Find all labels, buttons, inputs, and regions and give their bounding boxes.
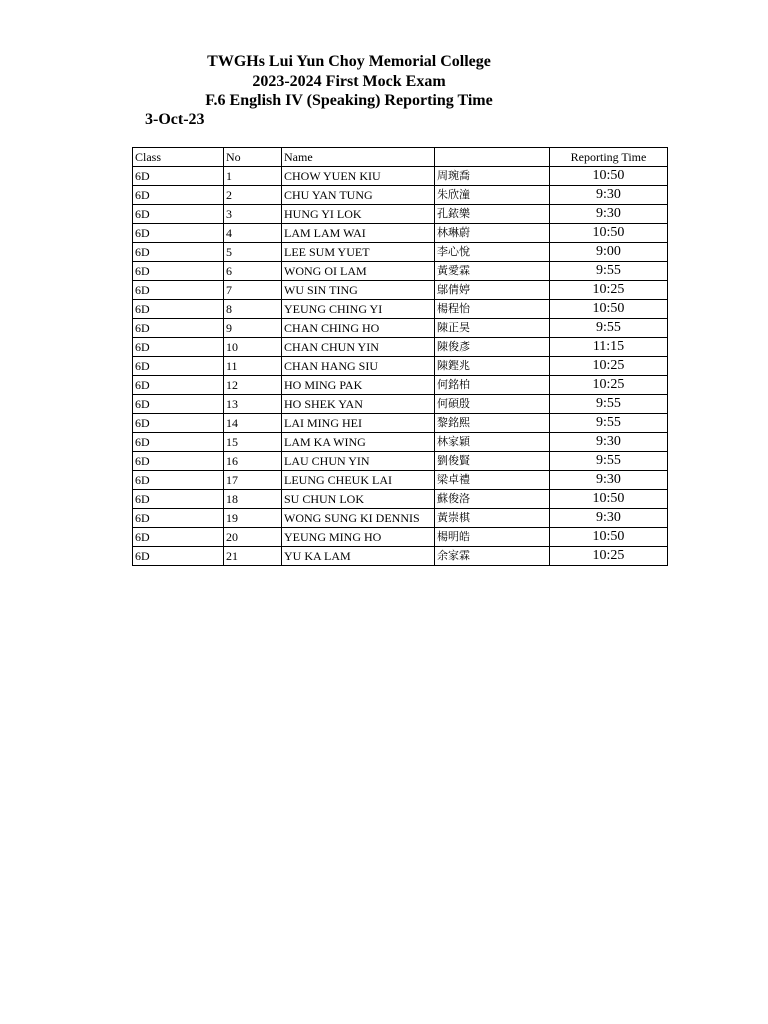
table-row — [133, 281, 668, 300]
cell-name: YEUNG MING HO — [282, 528, 435, 547]
column-header-class: Class — [133, 148, 224, 167]
table-row — [133, 395, 668, 414]
table-row — [133, 547, 668, 566]
cell-class: 6D — [133, 186, 224, 205]
cell-name: LEE SUM YUET — [282, 243, 435, 262]
cell-no: 14 — [224, 414, 282, 433]
cell-chinese-name: 楊明皓 — [435, 528, 550, 547]
cell-class: 6D — [133, 395, 224, 414]
cell-no: 11 — [224, 357, 282, 376]
cell-chinese-name: 黎銘熙 — [435, 414, 550, 433]
cell-reporting-time: 9:55 — [550, 452, 668, 471]
cell-chinese-name: 劉俊賢 — [435, 452, 550, 471]
cell-no: 5 — [224, 243, 282, 262]
cell-reporting-time: 9:55 — [550, 395, 668, 414]
cell-class: 6D — [133, 471, 224, 490]
cell-class: 6D — [133, 281, 224, 300]
cell-no: 15 — [224, 433, 282, 452]
cell-reporting-time: 11:15 — [550, 338, 668, 357]
cell-name: HO SHEK YAN — [282, 395, 435, 414]
cell-no: 2 — [224, 186, 282, 205]
cell-no: 13 — [224, 395, 282, 414]
cell-reporting-time: 10:50 — [550, 490, 668, 509]
cell-no: 10 — [224, 338, 282, 357]
table-row — [133, 319, 668, 338]
cell-class: 6D — [133, 452, 224, 471]
column-header-no: No — [224, 148, 282, 167]
table-row — [133, 300, 668, 319]
cell-name: WU SIN TING — [282, 281, 435, 300]
cell-no: 18 — [224, 490, 282, 509]
school-name: TWGHs Lui Yun Choy Memorial College — [207, 53, 491, 70]
exam-date: 3-Oct-23 — [145, 111, 205, 128]
cell-no: 3 — [224, 205, 282, 224]
table-row — [133, 376, 668, 395]
cell-reporting-time: 9:55 — [550, 319, 668, 338]
cell-reporting-time: 9:30 — [550, 433, 668, 452]
cell-name: CHU YAN TUNG — [282, 186, 435, 205]
cell-no: 21 — [224, 547, 282, 566]
cell-chinese-name: 何碩殷 — [435, 395, 550, 414]
cell-name: HUNG YI LOK — [282, 205, 435, 224]
cell-reporting-time: 9:30 — [550, 509, 668, 528]
cell-name: LAI MING HEI — [282, 414, 435, 433]
cell-class: 6D — [133, 224, 224, 243]
cell-name: LEUNG CHEUK LAI — [282, 471, 435, 490]
cell-name: CHOW YUEN KIU — [282, 167, 435, 186]
cell-chinese-name: 鄔倩婷 — [435, 281, 550, 300]
cell-reporting-time: 9:55 — [550, 262, 668, 281]
cell-name: SU CHUN LOK — [282, 490, 435, 509]
cell-class: 6D — [133, 357, 224, 376]
exam-title: 2023-2024 First Mock Exam — [252, 72, 446, 90]
table-row — [133, 490, 668, 509]
cell-class: 6D — [133, 376, 224, 395]
cell-chinese-name: 余家霖 — [435, 547, 550, 566]
table-row — [133, 528, 668, 547]
cell-chinese-name: 陳正昊 — [435, 319, 550, 338]
cell-chinese-name: 林家穎 — [435, 433, 550, 452]
cell-class: 6D — [133, 167, 224, 186]
cell-name: CHAN CHING HO — [282, 319, 435, 338]
cell-no: 20 — [224, 528, 282, 547]
cell-no: 16 — [224, 452, 282, 471]
cell-class: 6D — [133, 300, 224, 319]
cell-no: 6 — [224, 262, 282, 281]
cell-chinese-name: 梁卓禮 — [435, 471, 550, 490]
document-header — [0, 52, 698, 111]
cell-reporting-time: 10:50 — [550, 300, 668, 319]
cell-chinese-name: 陳俊彥 — [435, 338, 550, 357]
cell-no: 1 — [224, 167, 282, 186]
table-row — [133, 186, 668, 205]
cell-reporting-time: 10:25 — [550, 376, 668, 395]
cell-reporting-time: 10:25 — [550, 547, 668, 566]
cell-no: 9 — [224, 319, 282, 338]
table-row — [133, 224, 668, 243]
table-row — [133, 509, 668, 528]
cell-class: 6D — [133, 490, 224, 509]
cell-class: 6D — [133, 414, 224, 433]
table-row — [133, 205, 668, 224]
table-row — [133, 452, 668, 471]
cell-chinese-name: 黃崇棋 — [435, 509, 550, 528]
table-header-row — [133, 148, 668, 167]
cell-name: WONG SUNG KI DENNIS — [282, 509, 435, 528]
cell-reporting-time: 10:50 — [550, 224, 668, 243]
table-row — [133, 414, 668, 433]
table-row — [133, 357, 668, 376]
table-row — [133, 471, 668, 490]
cell-chinese-name: 孔銥樂 — [435, 205, 550, 224]
cell-reporting-time: 9:30 — [550, 205, 668, 224]
cell-name: LAM LAM WAI — [282, 224, 435, 243]
cell-no: 8 — [224, 300, 282, 319]
cell-no: 17 — [224, 471, 282, 490]
cell-chinese-name: 周琬喬 — [435, 167, 550, 186]
cell-class: 6D — [133, 547, 224, 566]
table-row — [133, 167, 668, 186]
table-row — [133, 433, 668, 452]
table-row — [133, 243, 668, 262]
cell-reporting-time: 10:50 — [550, 167, 668, 186]
cell-reporting-time: 9:30 — [550, 471, 668, 490]
cell-chinese-name: 何銘柏 — [435, 376, 550, 395]
cell-reporting-time: 10:25 — [550, 281, 668, 300]
column-header-name: Name — [282, 148, 435, 167]
column-header-reporting-time: Reporting Time — [550, 148, 668, 167]
cell-no: 12 — [224, 376, 282, 395]
cell-reporting-time: 10:25 — [550, 357, 668, 376]
cell-chinese-name: 黃愛霖 — [435, 262, 550, 281]
cell-chinese-name: 楊程怡 — [435, 300, 550, 319]
cell-class: 6D — [133, 205, 224, 224]
cell-name: YU KA LAM — [282, 547, 435, 566]
cell-name: HO MING PAK — [282, 376, 435, 395]
cell-name: YEUNG CHING YI — [282, 300, 435, 319]
cell-class: 6D — [133, 509, 224, 528]
cell-no: 4 — [224, 224, 282, 243]
column-header-chinese-name — [435, 148, 550, 167]
cell-class: 6D — [133, 319, 224, 338]
cell-name: CHAN CHUN YIN — [282, 338, 435, 357]
cell-class: 6D — [133, 528, 224, 547]
cell-chinese-name: 林琳蔚 — [435, 224, 550, 243]
cell-reporting-time: 9:30 — [550, 186, 668, 205]
cell-chinese-name: 蘇俊洛 — [435, 490, 550, 509]
cell-reporting-time: 9:55 — [550, 414, 668, 433]
cell-class: 6D — [133, 338, 224, 357]
cell-class: 6D — [133, 243, 224, 262]
cell-name: WONG OI LAM — [282, 262, 435, 281]
table-row — [133, 262, 668, 281]
cell-no: 19 — [224, 509, 282, 528]
cell-name: CHAN HANG SIU — [282, 357, 435, 376]
cell-chinese-name: 朱欣潼 — [435, 186, 550, 205]
reporting-time-table — [132, 147, 668, 566]
cell-class: 6D — [133, 262, 224, 281]
cell-chinese-name: 陳鏗兆 — [435, 357, 550, 376]
report-title: F.6 English IV (Speaking) Reporting Time — [205, 92, 493, 109]
cell-no: 7 — [224, 281, 282, 300]
cell-class: 6D — [133, 433, 224, 452]
table-row — [133, 338, 668, 357]
cell-reporting-time: 9:00 — [550, 243, 668, 262]
cell-reporting-time: 10:50 — [550, 528, 668, 547]
cell-name: LAU CHUN YIN — [282, 452, 435, 471]
cell-name: LAM KA WING — [282, 433, 435, 452]
cell-chinese-name: 李心悅 — [435, 243, 550, 262]
